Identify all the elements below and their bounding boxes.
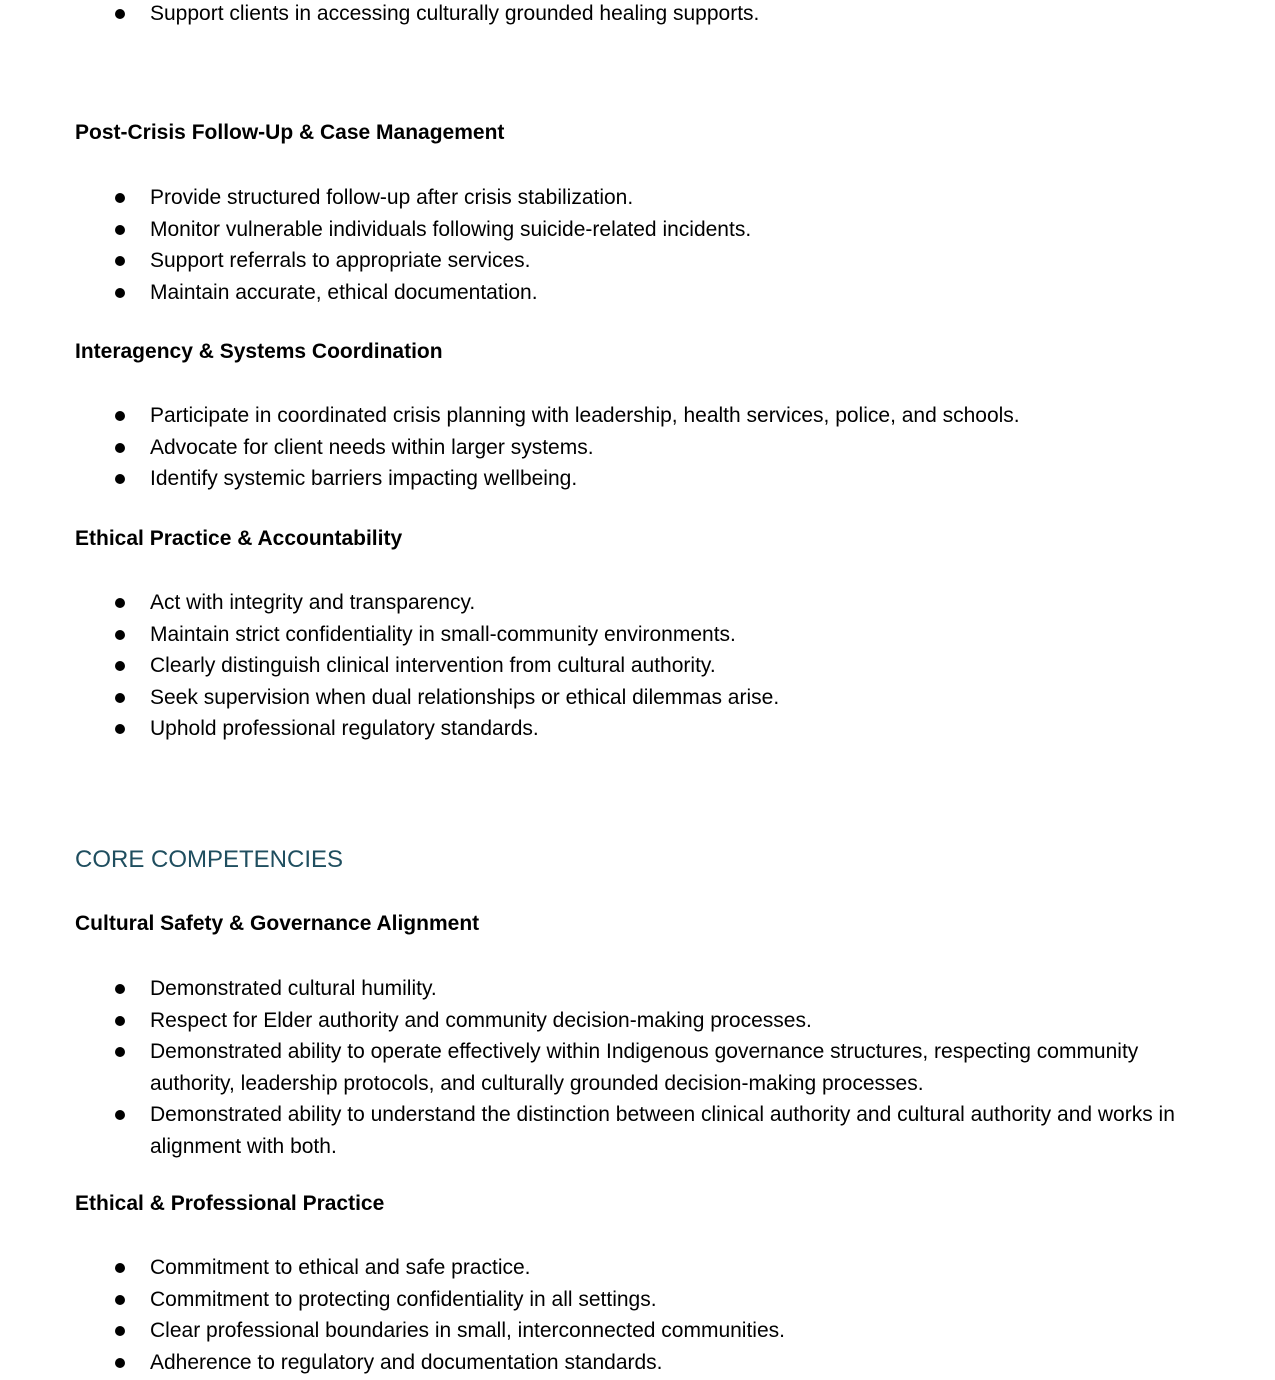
list-item <box>75 432 1185 464</box>
list-item <box>75 682 1185 714</box>
cultural-safety-bullet-list <box>75 973 1185 1162</box>
bullet-text: Demonstrated ability to operate effectively within Indigenous governance structures, respecting community authority, leadership protocols, and culturally grounded decision-making processes. <box>150 1040 1139 1095</box>
interagency-bullet-list <box>75 400 1185 495</box>
bullet-icon <box>115 1295 125 1305</box>
list-item <box>75 1099 1185 1162</box>
list-item <box>75 0 1185 30</box>
bullet-icon <box>115 443 125 453</box>
bullet-icon <box>115 661 125 671</box>
list-item <box>75 214 1185 246</box>
bullet-text: Demonstrated cultural humility. <box>150 977 437 1000</box>
list-item <box>75 1252 1185 1284</box>
bullet-text: Commitment to ethical and safe practice. <box>150 1256 531 1279</box>
list-item <box>75 1284 1185 1316</box>
bullet-text: Seek supervision when dual relationships or ethical dilemmas arise. <box>150 685 780 709</box>
bullet-text: Support referrals to appropriate services. <box>150 249 531 272</box>
cultural-safety-section <box>75 910 1185 938</box>
list-item <box>75 713 1185 745</box>
post-crisis-bullet-list <box>75 182 1185 308</box>
bullet-text: Maintain accurate, ethical documentation. <box>150 280 538 304</box>
bullet-icon <box>115 1016 125 1026</box>
core-competencies-title: CORE COMPETENCIES <box>75 846 344 873</box>
professional-practice-bullet-list <box>75 1252 1185 1378</box>
list-item <box>75 1036 1185 1099</box>
list-item <box>75 1005 1185 1037</box>
list-item <box>75 587 1185 619</box>
bullet-icon <box>115 288 125 298</box>
bullet-text: Respect for Elder authority and community decision-making processes. <box>150 1008 812 1032</box>
list-item <box>75 619 1185 651</box>
ethical-practice-section <box>75 525 1185 553</box>
bullet-icon <box>115 1263 125 1273</box>
ethical-practice-bullet-list <box>75 587 1185 745</box>
post-crisis-heading: Post-Crisis Follow-Up & Case Management <box>75 121 505 144</box>
post-crisis-section <box>75 119 1185 147</box>
bullet-text: Advocate for client needs within larger systems. <box>150 435 594 459</box>
list-item <box>75 650 1185 682</box>
cultural-safety-heading: Cultural Safety & Governance Alignment <box>75 912 480 935</box>
bullet-text: Act with integrity and transparency. <box>150 591 476 614</box>
bullet-icon <box>115 1358 125 1368</box>
bullet-text: Adherence to regulatory and documentation standards. <box>150 1350 663 1374</box>
list-item <box>75 1347 1185 1379</box>
bullet-text: Demonstrated ability to understand the distinction between clinical authority and cultural authority and works in alignment with both. <box>150 1103 1175 1158</box>
bullet-icon <box>115 9 125 19</box>
list-item <box>75 245 1185 277</box>
bullet-icon <box>115 598 125 608</box>
list-item <box>75 973 1185 1005</box>
bullet-text: Monitor vulnerable individuals following suicide-related incidents. <box>150 217 752 241</box>
ethical-practice-list-block <box>75 587 1185 745</box>
bullet-icon <box>115 193 125 203</box>
bullet-icon <box>115 630 125 640</box>
bullet-icon <box>115 693 125 703</box>
list-item <box>75 182 1185 214</box>
bullet-text: Uphold professional regulatory standards. <box>150 717 539 740</box>
continuation-bullet-list <box>75 0 1185 30</box>
bullet-icon <box>115 984 125 994</box>
continuation-list-block <box>75 0 1185 30</box>
professional-practice-list-block <box>75 1252 1185 1378</box>
interagency-section <box>75 338 1185 366</box>
ethical-practice-heading: Ethical Practice & Accountability <box>75 527 403 550</box>
bullet-icon <box>115 225 125 235</box>
list-item <box>75 400 1185 432</box>
bullet-text: Identify systemic barriers impacting wellbeing. <box>150 467 578 490</box>
bullet-icon <box>115 724 125 734</box>
bullet-text: Clearly distinguish clinical intervention from cultural authority. <box>150 654 716 677</box>
bullet-text: Clear professional boundaries in small, interconnected communities. <box>150 1319 785 1342</box>
bullet-icon <box>115 1110 125 1120</box>
list-item <box>75 1315 1185 1347</box>
professional-practice-heading: Ethical & Professional Practice <box>75 1192 385 1215</box>
bullet-icon <box>115 474 125 484</box>
bullet-text: Maintain strict confidentiality in small-community environments. <box>150 622 736 646</box>
bullet-text: Participate in coordinated crisis planning with leadership, health services, police, and schools. <box>150 404 1020 427</box>
bullet-text: Commitment to protecting confidentiality in all settings. <box>150 1287 657 1311</box>
post-crisis-list-block <box>75 182 1185 308</box>
professional-practice-section <box>75 1190 1185 1218</box>
list-item <box>75 277 1185 309</box>
core-competencies-section <box>75 844 1185 876</box>
bullet-icon <box>115 1047 125 1057</box>
bullet-icon <box>115 411 125 421</box>
interagency-list-block <box>75 400 1185 495</box>
list-item <box>75 463 1185 495</box>
bullet-text: Provide structured follow-up after crisis stabilization. <box>150 186 634 209</box>
bullet-icon <box>115 1326 125 1336</box>
interagency-heading: Interagency & Systems Coordination <box>75 340 443 363</box>
bullet-icon <box>115 256 125 266</box>
cultural-safety-list-block <box>75 973 1185 1162</box>
bullet-text: Support clients in accessing culturally grounded healing supports. <box>150 2 760 25</box>
